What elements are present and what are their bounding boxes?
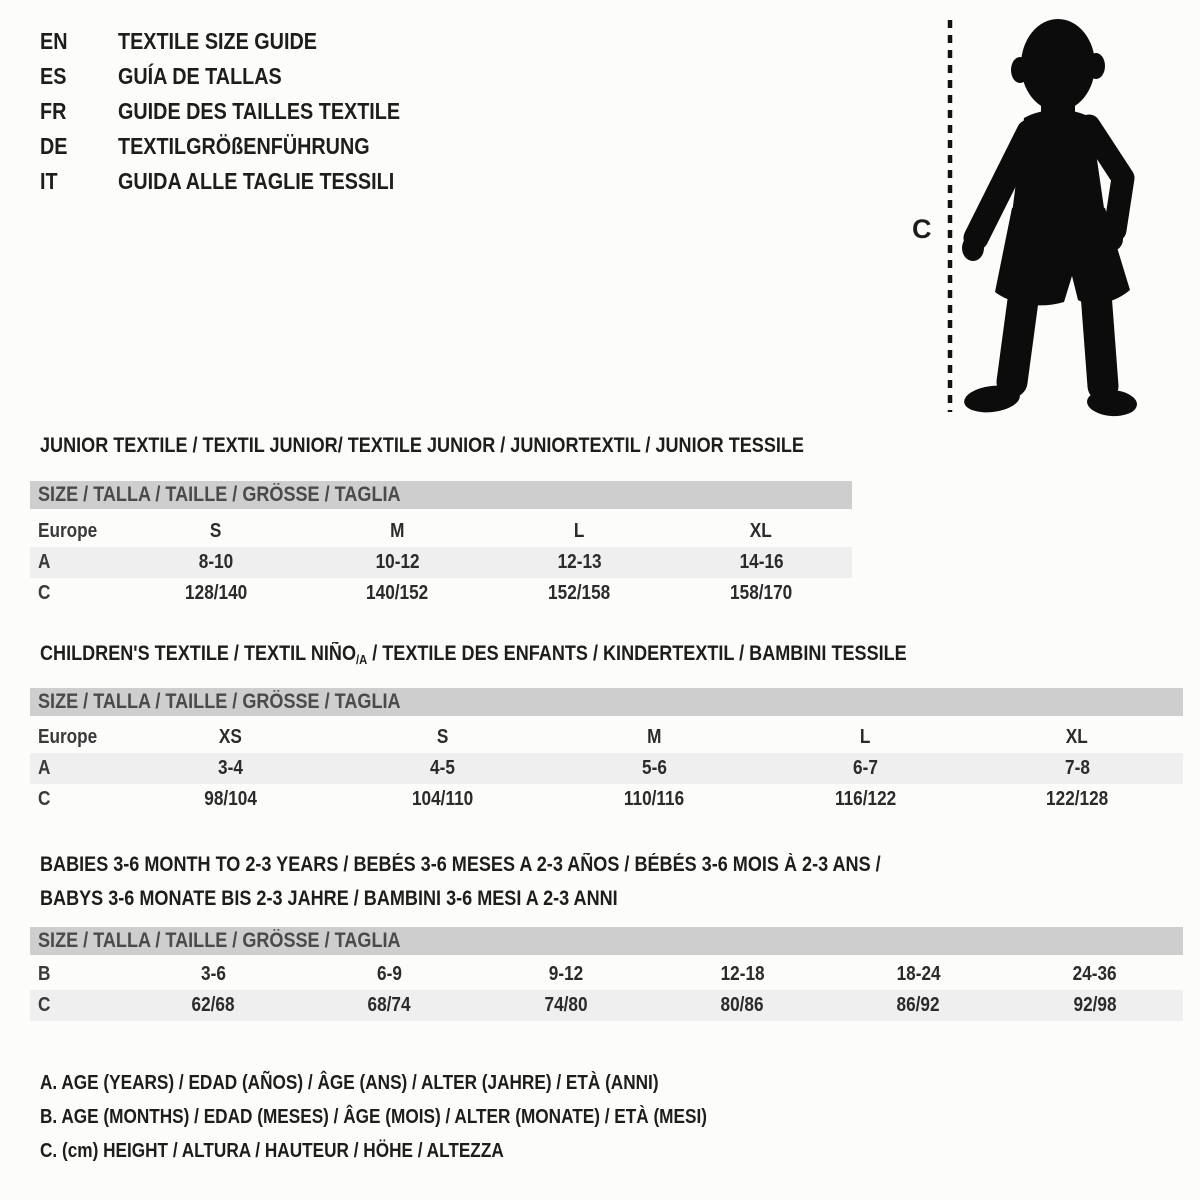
- table-cell: 116/122: [834, 788, 897, 810]
- list-item: [40, 24, 446, 59]
- babies-size-table: [30, 959, 1183, 1021]
- table-cell: 92/98: [1073, 994, 1117, 1016]
- table-cell: L: [860, 726, 871, 748]
- row-label: A: [38, 757, 51, 779]
- table-row: [30, 578, 852, 609]
- table-cell: 8-10: [198, 551, 234, 573]
- table-cell: 80/86: [720, 994, 764, 1016]
- babies-section-title-line2: BABYS 3-6 MONATE BIS 2-3 JAHRE / BAMBINI 3-6 MESI A 2-3 ANNI: [40, 887, 618, 910]
- table-cell: L: [574, 520, 585, 542]
- junior-section-title: JUNIOR TEXTILE / TEXTIL JUNIOR/ TEXTILE JUNIOR / JUNIORTEXTIL / JUNIOR TESSILE: [40, 434, 804, 457]
- babies-section-title-line1: BABIES 3-6 MONTH TO 2-3 YEARS / BEBÉS 3-6 MESES A 2-3 AÑOS / BÉBÉS 3-6 MOIS À 2-3 ANS /: [40, 853, 881, 876]
- table-cell: 122/128: [1046, 788, 1109, 810]
- children-size-header-bar: SIZE / TALLA / TAILLE / GRÖSSE / TAGLIA: [30, 688, 1183, 716]
- babies-size-header-bar: SIZE / TALLA / TAILLE / GRÖSSE / TAGLIA: [30, 927, 1183, 955]
- page-title-fr: GUIDE DES TAILLES TEXTILE: [118, 98, 401, 124]
- table-cell: S: [436, 726, 449, 748]
- language-code: ES: [40, 63, 67, 89]
- table-row: [30, 722, 1183, 753]
- table-cell: 3-4: [218, 757, 244, 779]
- table-cell: 140/152: [366, 582, 429, 604]
- row-label: A: [38, 551, 51, 573]
- table-cell: 110/116: [623, 788, 685, 810]
- row-label: Europe: [38, 726, 98, 748]
- language-title-list: [40, 24, 446, 199]
- list-item: [40, 94, 446, 129]
- table-cell: 68/74: [367, 994, 412, 1016]
- table-cell: 62/68: [191, 994, 235, 1016]
- table-cell: 6-7: [853, 757, 879, 779]
- table-cell: 4-5: [429, 757, 455, 779]
- table-row: [30, 784, 1183, 815]
- table-cell: 6-9: [377, 963, 402, 985]
- table-cell: 12-18: [720, 963, 765, 985]
- row-label: Europe: [38, 520, 98, 542]
- table-cell: 10-12: [375, 551, 420, 573]
- table-row: [30, 547, 852, 578]
- legend-line-c: C. (cm) HEIGHT / ALTURA / HAUTEUR / HÖHE / ALTEZZA: [40, 1140, 504, 1162]
- children-section-title: CHILDREN'S TEXTILE / TEXTIL NIÑO/A / TEXTILE DES ENFANTS / KINDERTEXTIL / BAMBINI TESSILE: [40, 642, 907, 667]
- table-cell: 7-8: [1064, 757, 1090, 779]
- legend-line-a: A. AGE (YEARS) / EDAD (AÑOS) / ÂGE (ANS) / ALTER (JAHRE) / ETÀ (ANNI): [40, 1072, 659, 1094]
- language-code: FR: [40, 98, 67, 124]
- list-item: [40, 59, 446, 94]
- page-title-it: GUIDA ALLE TAGLIE TESSILI: [118, 168, 395, 194]
- legend-line-b: B. AGE (MONTHS) / EDAD (MESES) / ÂGE (MOIS) / ALTER (MONATE) / ETÀ (MESI): [40, 1106, 707, 1128]
- table-cell: 18-24: [896, 963, 941, 985]
- table-cell: 24-36: [1072, 963, 1117, 985]
- table-row: [30, 990, 1183, 1021]
- page-title-es: GUÍA DE TALLAS: [118, 63, 282, 89]
- junior-size-header-bar: SIZE / TALLA / TAILLE / GRÖSSE / TAGLIA: [30, 481, 852, 509]
- row-label: C: [38, 582, 51, 604]
- table-cell: XS: [219, 726, 243, 748]
- table-cell: 104/110: [411, 788, 474, 810]
- language-code: DE: [40, 133, 68, 159]
- measurement-legend: [40, 1066, 816, 1168]
- table-cell: 14-16: [739, 551, 784, 573]
- baby-silhouette-icon: [940, 10, 1145, 418]
- table-cell: 9-12: [548, 963, 584, 985]
- junior-size-table: [30, 516, 852, 609]
- table-row: [30, 516, 852, 547]
- table-cell: 152/158: [548, 582, 611, 604]
- table-cell: XL: [1066, 726, 1089, 748]
- table-cell: 128/140: [184, 582, 247, 604]
- list-item: [40, 129, 446, 164]
- table-cell: 158/170: [730, 582, 793, 604]
- page-title-de: TEXTILGRÖßENFÜHRUNG: [118, 133, 370, 159]
- table-cell: XL: [750, 520, 773, 542]
- height-measure-label: C: [912, 214, 932, 244]
- table-cell: S: [210, 520, 222, 542]
- row-label: C: [38, 994, 51, 1016]
- language-code: EN: [40, 28, 68, 54]
- table-cell: 3-6: [200, 963, 226, 985]
- nino-a-subscript: /A: [356, 652, 368, 667]
- table-cell: 86/92: [896, 994, 940, 1016]
- language-code: IT: [40, 168, 58, 194]
- row-label: C: [38, 788, 51, 810]
- children-size-table: [30, 722, 1183, 815]
- table-cell: M: [646, 726, 662, 748]
- row-label: B: [38, 963, 51, 985]
- list-item: [40, 164, 446, 199]
- table-row: [30, 753, 1183, 784]
- table-cell: 98/104: [204, 788, 258, 810]
- table-cell: 12-13: [557, 551, 602, 573]
- table-cell: 74/80: [544, 994, 588, 1016]
- table-row: [30, 959, 1183, 990]
- table-cell: M: [390, 520, 405, 542]
- table-cell: 5-6: [641, 757, 667, 779]
- page-title: TEXTILE SIZE GUIDE: [118, 28, 317, 54]
